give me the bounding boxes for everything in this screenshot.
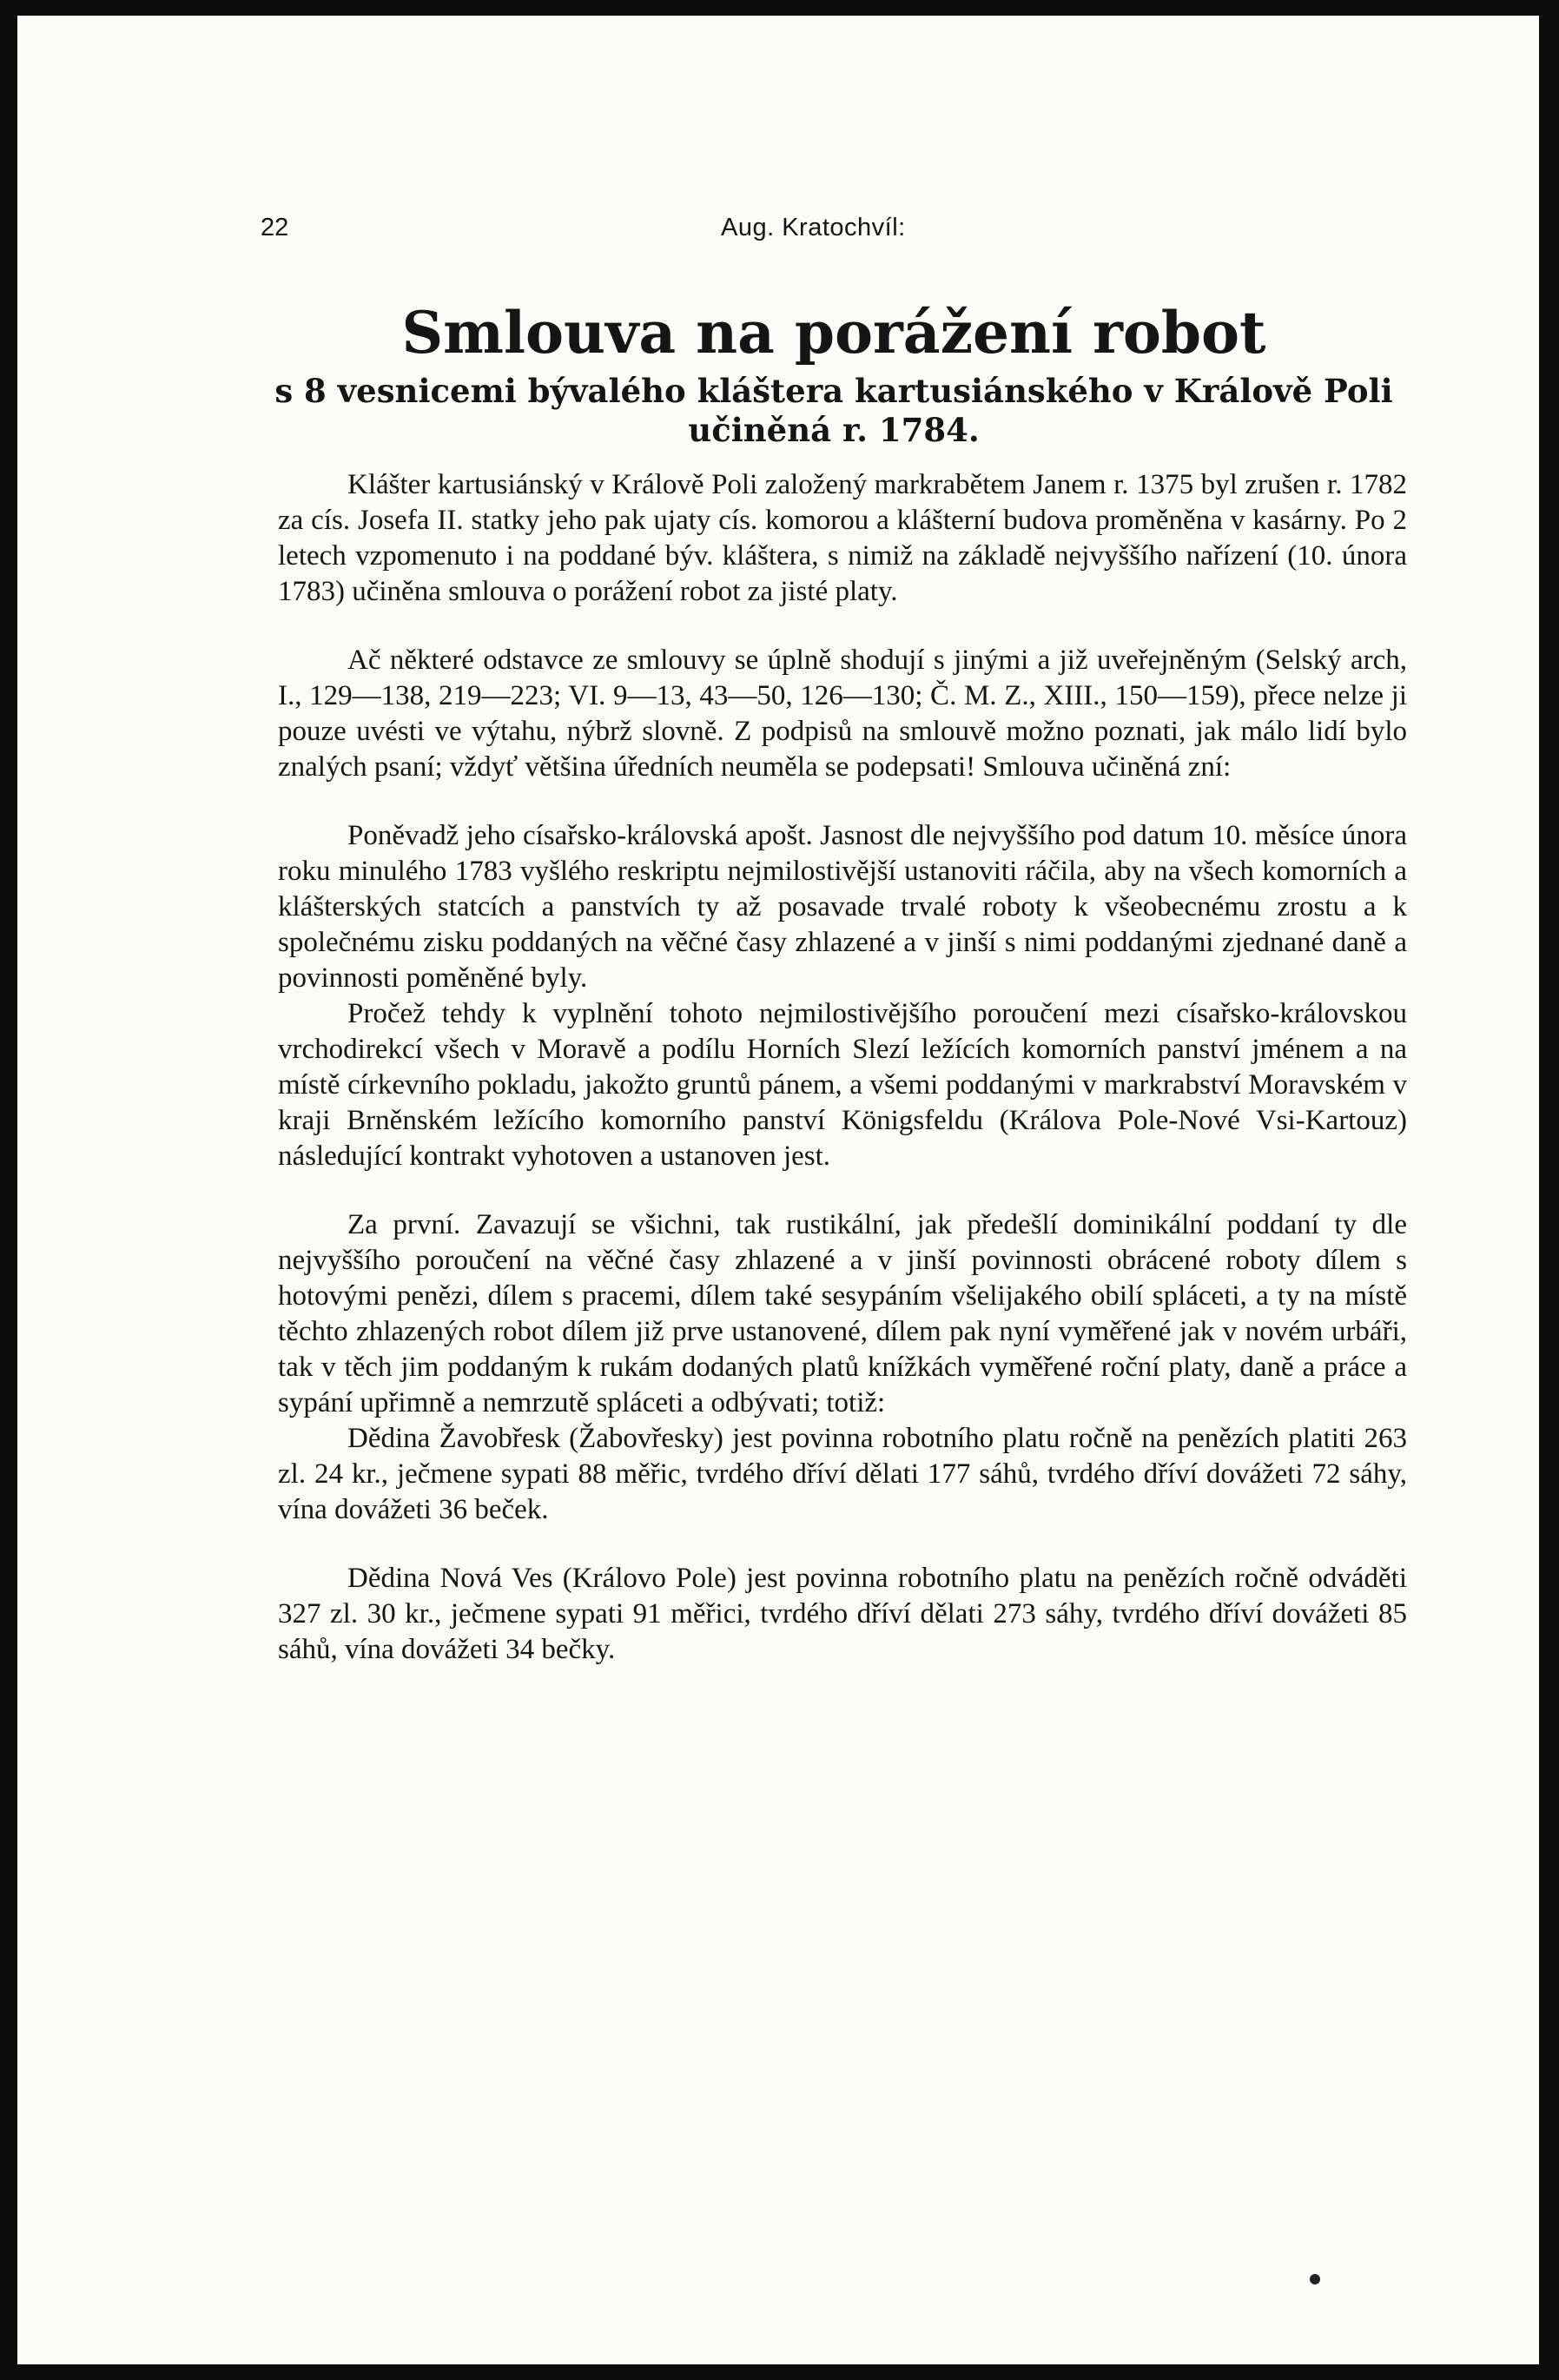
paragraph-intro: Klášter kartusiánský v Králově Poli založený markrabětem Janem r. 1375 byl zrušen r. 1782 za cís. Josefa II. statky jeho pak ujaty cís. komorou a klášterní budova proměněna v kasárny. Po 2 letech vzpomenuto i na poddané býv. kláštera, s nimiž na základě nejvyššího nařízení (10. února 1783) učiněna smlouva o porážení robot za jisté platy.: [278, 469, 1407, 607]
page-header: [261, 214, 1407, 248]
article-subtitle: s 8 vesnicemi bývalého kláštera kartusiánského v Králově Poli učiněná r. 1784.: [274, 372, 1393, 449]
running-head: Aug. Kratochvíl:: [721, 214, 906, 241]
page-number: 22: [261, 214, 289, 241]
paragraph-zabovresky: Dědina Žavobřesk (Žabovřesky) jest povinna robotního platu ročně na penězích platiti 263 zl. 24 kr., ječmene sypati 88 měřic, tvrdého dříví dělati 177 sáhů, tvrdého dříví dovážeti 72 sáhy, vína dovážeti 36 beček.: [278, 1423, 1407, 1525]
article-title: Smlouva na porážení robot: [401, 299, 1266, 367]
paragraph-contract-parties: Pročež tehdy k vyplnění tohoto nejmilostivějšího poroučení mezi císařsko-královskou vrchodirekcí všech v Moravě a podílu Horních Slezí ležících komorních panství jménem a na místě církevního pokladu, jakožto gruntů pánem, a všemi poddanými v markrabství Moravském v kraji Brněnském ležícího komorního panství Königsfeldu (Králova Pole-Nové Vsi-Kartouz) následující kontrakt vyhotoven a ustanoven jest.: [278, 998, 1407, 1172]
paragraph-sources: Ač některé odstavce ze smlouvy se úplně shodují s jinými a již uveřejněným (Selský arch, I., 129—138, 219—223; VI. 9—13, 43—50, 126—130; Č. M. Z., XIII., 150—159), přece nelze ji pouze uvésti ve výtahu, nýbrž slovně. Z podpisů na smlouvě možno poznati, jak málo lidí bylo znalých psaní; vždyť většina úředních neuměla se podepsati! Smlouva učiněná zní:: [278, 645, 1407, 783]
paragraph-nova-ves: Dědina Nová Ves (Královo Pole) jest povinna robotního platu na penězích ročně odváděti 327 zl. 30 kr., ječmene sypati 91 měřici, tvrdého dříví dělati 273 sáhy, tvrdého dříví dovážeti 85 sáhů, vína dovážeti 34 bečky.: [278, 1563, 1407, 1665]
paragraph-contract-preamble: Poněvadž jeho císařsko-královská apošt. Jasnost dle nejvyššího pod datum 10. měsíce února roku minulého 1783 vyšlého reskriptu nejmilostivější ustanoviti ráčila, aby na všech komorních a klášterských statcích a panstvích ty až posavade trvalé roboty k všeobecnému zrostu a k společnému zisku poddaných na věčné časy zhlazené a v jinší s nimi poddanými zjednané daně a povinnosti poměněné byly.: [278, 820, 1407, 994]
article-body: [278, 467, 1407, 1668]
page-dot-mark: [1310, 2274, 1320, 2284]
paragraph-article-first: Za první. Zavazují se všichni, tak rustikální, jak předešlí dominikální poddaní ty dle nejvyššího poroučení na věčné časy zhlazené a v jinší povinnosti obrácené roboty dílem s hotovými penězi, dílem s pracemi, dílem také sesypáním všelijakého obilí spláceti, a ty na místě těchto zhlazených robot dílem již prve ustanovené, dílem pak nyní vyměřené jak v novém urbáři, tak v těch jim poddaným k rukám dodaných platů knížkách vyměřené roční platy, daně a práce a sypání upřimně a nemrzutě spláceti a odbývati; totiž:: [278, 1209, 1407, 1418]
document-page: [17, 16, 1539, 2364]
